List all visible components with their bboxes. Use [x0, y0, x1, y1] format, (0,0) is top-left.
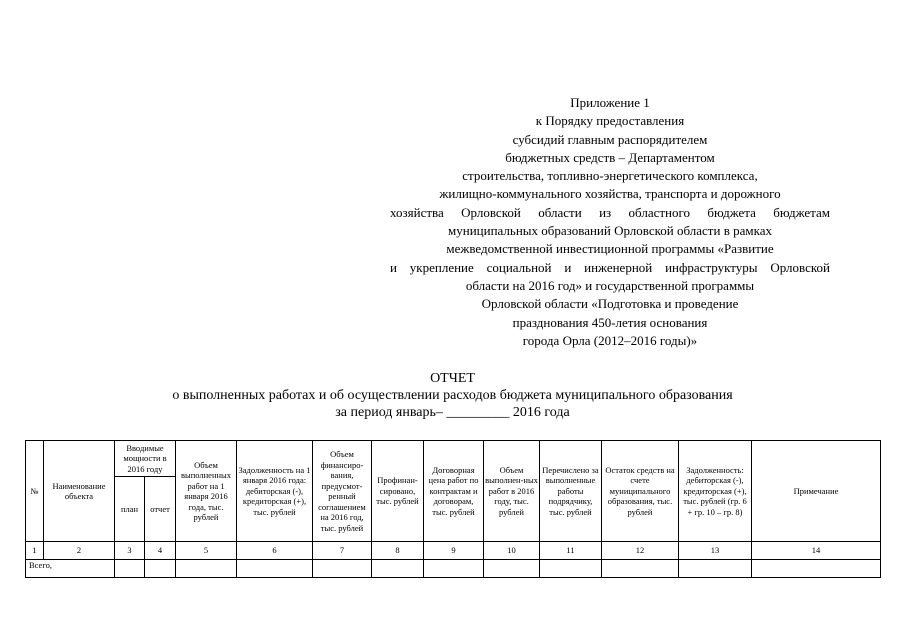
header-capacity: Вводимые мощности в 2016 году	[115, 441, 176, 477]
total-cell	[313, 560, 372, 578]
total-cell	[679, 560, 752, 578]
total-cell	[145, 560, 176, 578]
column-number-cell: 1	[26, 542, 44, 560]
header-financed: Профинан-сировано, тыс. рублей	[372, 441, 424, 542]
header-report: отчет	[145, 477, 176, 542]
header-work-2016: Объем выполнен-ных работ в 2016 году, тыс. рублей	[484, 441, 540, 542]
total-cell	[372, 560, 424, 578]
total-label: Всего,	[26, 560, 115, 578]
total-cell	[237, 560, 313, 578]
report-period: за период январь– _________ 2016 года	[335, 405, 570, 420]
appendix-line: жилищно-коммунального хозяйства, транспорта и дорожного	[439, 186, 781, 202]
report-table	[25, 440, 881, 578]
total-cell	[752, 560, 881, 578]
header-object-name: Наименование объекта	[44, 441, 115, 542]
header-financing-planned: Объем финансиро-вания, предусмот-ренный соглашением на 2016 год, тыс. рублей	[313, 441, 372, 542]
header-balance: Остаток средств на счете муниципального образования, тыс. рублей	[602, 441, 679, 542]
total-cell	[176, 560, 237, 578]
column-number-cell: 11	[540, 542, 602, 560]
appendix-line: хозяйства Орловской области из областного бюджета бюджетам	[390, 204, 830, 220]
report-title: ОТЧЕТ	[430, 371, 475, 386]
total-cell	[602, 560, 679, 578]
appendix-line: празднования 450-летия основания	[512, 314, 708, 330]
header-number: №	[26, 441, 44, 542]
column-number-cell: 4	[145, 542, 176, 560]
report-title-block	[0, 370, 905, 421]
appendix-line: области на 2016 год» и государственной программы	[465, 277, 755, 293]
header-plan: план	[115, 477, 145, 542]
header-note: Примечание	[752, 441, 881, 542]
header-transferred: Перечислено за выполненные работы подрядчику, тыс. рублей	[540, 441, 602, 542]
appendix-header	[390, 94, 830, 350]
column-number-cell: 3	[115, 542, 145, 560]
column-number-cell: 8	[372, 542, 424, 560]
column-number-row	[26, 542, 881, 560]
appendix-line: муниципальных образований Орловской области в рамках	[448, 223, 772, 239]
report-subtitle: о выполненных работах и об осуществлении расходов бюджета муниципального образования	[172, 388, 733, 403]
appendix-line: межведомственной инвестиционной программы «Развитие	[446, 241, 774, 257]
header-work-volume: Объем выполненных работ на 1 января 2016 года, тыс. рублей	[176, 441, 237, 542]
column-number-cell: 5	[176, 542, 237, 560]
header-contract-price: Договорная цена работ по контрактам и договорам, тыс. рублей	[424, 441, 484, 542]
appendix-line: к Порядку предоставления	[535, 113, 685, 129]
column-number-cell: 9	[424, 542, 484, 560]
column-number-cell: 10	[484, 542, 540, 560]
column-number-cell: 6	[237, 542, 313, 560]
header-debt-jan: Задолженность на 1 января 2016 года: дебиторская (-), кредиторская (+), тыс. рублей	[237, 441, 313, 542]
appendix-line: Приложение 1	[570, 95, 650, 110]
table-header-row	[26, 441, 881, 477]
total-cell	[484, 560, 540, 578]
appendix-line: бюджетных средств – Департаментом	[505, 149, 715, 165]
column-number-cell: 2	[44, 542, 115, 560]
total-cell	[540, 560, 602, 578]
header-debt-formula: Задолженность: дебиторская (-), кредиторская (+), тыс. рублей (гр. 6 + гр. 10 – гр. 8)	[679, 441, 752, 542]
total-row	[26, 560, 881, 578]
total-cell	[115, 560, 145, 578]
column-number-cell: 12	[602, 542, 679, 560]
column-number-cell: 7	[313, 542, 372, 560]
appendix-line: Орловской области «Подготовка и проведение	[481, 296, 739, 312]
appendix-line: субсидий главным распорядителем	[512, 131, 708, 147]
appendix-line: и укрепление социальной и инженерной инфраструктуры Орловской	[390, 259, 830, 275]
column-number-cell: 14	[752, 542, 881, 560]
appendix-line: строительства, топливно-энергетического комплекса,	[462, 168, 758, 184]
appendix-line: города Орла (2012–2016 годы)»	[522, 332, 698, 348]
total-cell	[424, 560, 484, 578]
column-number-cell: 13	[679, 542, 752, 560]
